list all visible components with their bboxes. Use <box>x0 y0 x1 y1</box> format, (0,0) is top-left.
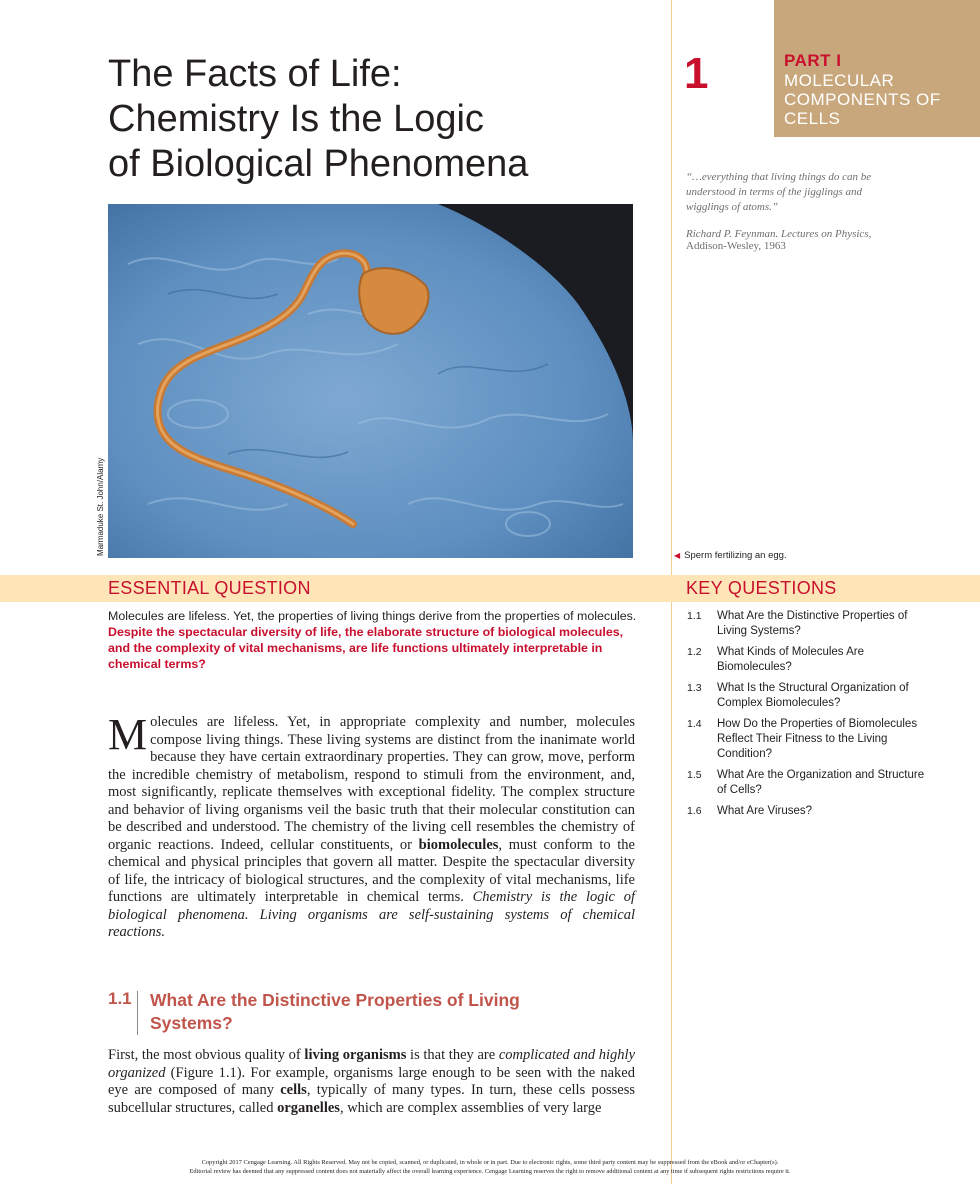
key-question-text: What Kinds of Molecules Are Biomolecules? <box>717 646 865 673</box>
key-question-text: What Are the Distinctive Properties of Living Systems? <box>717 610 908 637</box>
epigraph-quote: “…everything that living things do can be understood in terms of the jigglings and wigglings of atoms.” <box>686 171 872 213</box>
essential-question-highlight: Despite the spectacular diversity of life, the elaborate structure of biological molecules, and the complexity of vital mechanisms, are life functions ultimately interpretable in chemical terms? <box>108 625 624 671</box>
part-label-box <box>774 0 980 137</box>
section-term-a: living organisms <box>304 1047 407 1063</box>
section-term-d: organelles <box>277 1099 340 1116</box>
footer-line: Editorial review has deemed that any suppressed content does not materially affect the overall learning experience. Cengage Learning reserves the right to remove additional content at any time if subsequent rights restrictions require it. <box>189 1168 791 1175</box>
key-question-number: 1.6 <box>687 805 702 817</box>
drop-cap: M <box>108 710 148 759</box>
section-term-c: cells <box>280 1082 307 1098</box>
key-question-item[interactable] <box>686 804 926 819</box>
essential-question-intro: Molecules are lifeless. Yet, the properties of living things derive from the properties of molecules. <box>108 609 637 623</box>
section-text-c: (Figure 1.1). For example, organisms large enough to be seen with the naked eye are composed of many <box>108 1064 635 1098</box>
chapter-opener-photo <box>108 204 633 558</box>
key-question-number: 1.3 <box>687 682 702 694</box>
essential-question-text <box>108 608 638 672</box>
essential-question-heading: ESSENTIAL QUESTION <box>108 578 311 598</box>
key-question-item[interactable] <box>686 645 926 675</box>
key-question-item[interactable] <box>686 609 926 639</box>
section-number: 1.1 <box>108 989 132 1008</box>
section-title: What Are the Distinctive Properties of Living Systems? <box>150 990 520 1033</box>
section-divider <box>137 991 138 1035</box>
section-text-e: , which are complex assemblies of very large <box>339 1099 602 1116</box>
section-paragraph <box>108 1047 635 1117</box>
caption-text: Sperm fertilizing an egg. <box>684 550 787 561</box>
key-question-number: 1.4 <box>687 718 702 730</box>
key-question-number: 1.5 <box>687 769 702 781</box>
photo-credit: Marmaduke St. John/Alamy <box>96 457 105 556</box>
key-question-number: 1.2 <box>687 646 702 658</box>
key-question-text: What Are the Organization and Structure of Cells? <box>717 769 925 796</box>
chapter-title-line: Chemistry Is the Logic <box>108 98 484 140</box>
key-question-item[interactable] <box>686 681 926 711</box>
section-text-d: , typically of many types. In turn, these cells possess subcellular structures, called <box>108 1082 635 1116</box>
key-question-number: 1.1 <box>687 610 702 622</box>
section-italic-b: complicated and highly organized <box>108 1047 636 1081</box>
part-title: MOLECULAR COMPONENTS OF CELLS <box>784 71 941 128</box>
key-questions-list <box>686 609 926 819</box>
key-questions-heading: KEY QUESTIONS <box>686 578 837 598</box>
key-question-item[interactable] <box>686 717 926 762</box>
key-question-text: How Do the Properties of Biomolecules Reflect Their Fitness to the Living Condition? <box>717 718 918 760</box>
key-question-item[interactable] <box>686 768 926 798</box>
chapter-title <box>108 52 668 187</box>
intro-text-part2: , must conform to the chemical and physical principles that govern all matter. Despite the spectacular diversity of life, the intricacy of biological structures, and the complexity of vital mechanisms, life functions are ultimately interpretable in chemical terms. <box>108 836 635 905</box>
epigraph-author: Richard P. Feynman. <box>686 228 779 240</box>
intro-term: biomolecules <box>418 836 499 853</box>
epigraph-source <box>686 228 896 252</box>
part-label: PART I <box>784 51 842 70</box>
key-question-text: What Is the Structural Organization of Complex Biomolecules? <box>717 682 909 709</box>
intro-italic: Chemistry is the logic of biological phenomena. Living organisms are self-sustaining systems of chemical reactions. <box>108 889 636 940</box>
caption-arrow-icon: ◀ <box>674 551 681 560</box>
intro-paragraph <box>108 710 636 942</box>
chapter-title-line: The Facts of Life: <box>108 53 402 95</box>
epigraph-publisher: Addison-Wesley, 1963 <box>686 240 786 252</box>
chapter-title-line: of Biological Phenomena <box>108 143 529 185</box>
epigraph-work: Lectures on Physics, <box>781 228 872 240</box>
section-text-b: is that they are <box>406 1047 499 1063</box>
intro-text-part1: olecules are lifeless. Yet, in appropriate complexity and number, molecules compose living things. These living systems are distinct from the inanimate world because they have certain extraordinary properties. They can grow, move, perform the incredible chemistry of metabolism, respond to stimuli from the environment, and, most significantly, replicate themselves with exceptional fidelity. The complex structure and behavior of living organisms veil the basic truth that their molecular constitution can be described and understood. The chemistry of the living cell resembles the chemistry of organic reactions. Indeed, cellular constituents, or <box>108 714 635 853</box>
photo-caption <box>674 550 787 561</box>
chapter-number: 1 <box>684 49 709 98</box>
section-text-a: First, the most obvious quality of <box>108 1047 305 1063</box>
footer-line: Copyright 2017 Cengage Learning. All Rights Reserved. May not be copied, scanned, or duplicated, in whole or in part. Due to electronic rights, some third party content may be suppressed from the eBook and/or eChapter(s). <box>201 1159 779 1166</box>
key-question-text: What Are Viruses? <box>717 805 813 817</box>
copyright-footer <box>0 1158 980 1176</box>
